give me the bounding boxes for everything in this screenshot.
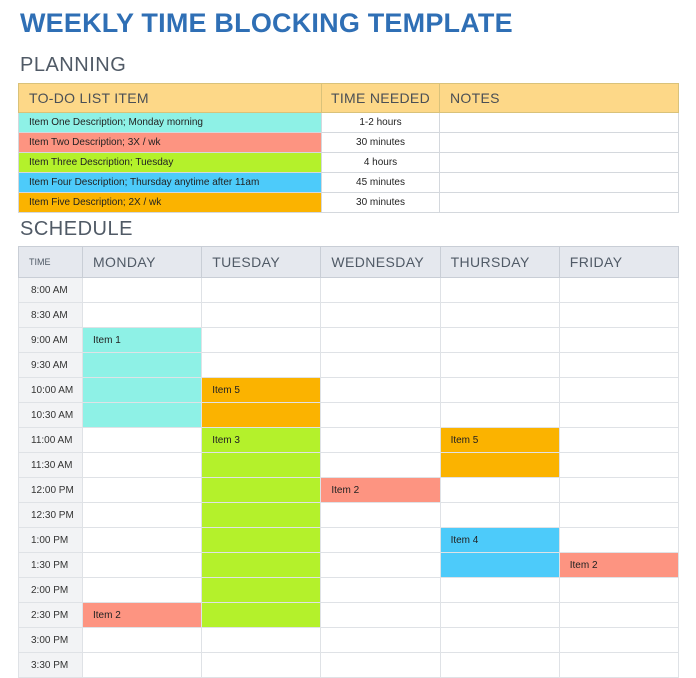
time-needed-cell[interactable]: 1-2 hours xyxy=(322,113,440,133)
time-slot-label: 1:00 PM xyxy=(19,528,83,553)
schedule-block-item-3[interactable] xyxy=(202,603,321,628)
schedule-cell[interactable] xyxy=(559,503,678,528)
time-slot-label: 10:00 AM xyxy=(19,378,83,403)
todo-item-cell[interactable]: Item Four Description; Thursday anytime after 11am xyxy=(19,173,322,193)
schedule-row xyxy=(19,353,679,378)
schedule-block-item-3[interactable] xyxy=(202,553,321,578)
schedule-cell[interactable] xyxy=(321,378,440,403)
page-title: WEEKLY TIME BLOCKING TEMPLATE xyxy=(20,8,513,38)
schedule-cell[interactable] xyxy=(559,353,678,378)
schedule-cell[interactable] xyxy=(559,453,678,478)
schedule-row xyxy=(19,503,679,528)
schedule-block-item-2[interactable]: Item 2 xyxy=(83,603,202,628)
planning-row xyxy=(19,153,679,173)
schedule-cell[interactable] xyxy=(559,328,678,353)
schedule-cell[interactable] xyxy=(440,478,559,503)
planning-row xyxy=(19,173,679,193)
schedule-row xyxy=(19,278,679,303)
schedule-cell[interactable] xyxy=(321,328,440,353)
schedule-cell[interactable] xyxy=(440,503,559,528)
schedule-block-item-1[interactable] xyxy=(83,353,202,378)
schedule-cell[interactable] xyxy=(559,603,678,628)
schedule-cell[interactable] xyxy=(559,403,678,428)
time-needed-cell[interactable]: 30 minutes xyxy=(322,193,440,213)
schedule-cell[interactable] xyxy=(321,428,440,453)
schedule-cell[interactable] xyxy=(440,378,559,403)
todo-item-cell[interactable]: Item Three Description; Tuesday xyxy=(19,153,322,173)
schedule-row xyxy=(19,628,679,653)
schedule-block-item-3[interactable] xyxy=(202,478,321,503)
schedule-cell[interactable] xyxy=(559,378,678,403)
time-slot-label: 1:30 PM xyxy=(19,553,83,578)
schedule-cell[interactable] xyxy=(321,603,440,628)
schedule-cell[interactable] xyxy=(202,628,321,653)
schedule-header-row xyxy=(19,247,679,278)
schedule-block-item-1[interactable]: Item 1 xyxy=(83,328,202,353)
schedule-block-item-4[interactable]: Item 4 xyxy=(440,528,559,553)
day-header-friday: FRIDAY xyxy=(559,247,678,278)
notes-cell[interactable] xyxy=(440,193,679,213)
schedule-block-item-2[interactable]: Item 2 xyxy=(321,478,440,503)
time-slot-label: 8:00 AM xyxy=(19,278,83,303)
day-header-thursday: THURSDAY xyxy=(440,247,559,278)
schedule-cell[interactable] xyxy=(202,353,321,378)
schedule-cell[interactable] xyxy=(83,578,202,603)
time-needed-cell[interactable]: 30 minutes xyxy=(322,133,440,153)
schedule-row xyxy=(19,453,679,478)
schedule-cell[interactable] xyxy=(83,453,202,478)
planning-section-label: PLANNING xyxy=(20,54,127,76)
schedule-cell[interactable] xyxy=(321,553,440,578)
schedule-cell[interactable] xyxy=(440,653,559,678)
schedule-cell[interactable] xyxy=(440,578,559,603)
notes-cell[interactable] xyxy=(440,113,679,133)
schedule-cell[interactable] xyxy=(202,303,321,328)
time-slot-label: 10:30 AM xyxy=(19,403,83,428)
planning-row xyxy=(19,113,679,133)
schedule-block-item-1[interactable] xyxy=(83,378,202,403)
day-header-monday: MONDAY xyxy=(83,247,202,278)
schedule-cell[interactable] xyxy=(321,528,440,553)
schedule-cell[interactable] xyxy=(559,653,678,678)
schedule-row xyxy=(19,528,679,553)
schedule-cell[interactable] xyxy=(440,303,559,328)
todo-header: TO-DO LIST ITEM xyxy=(19,84,322,113)
day-header-wednesday: WEDNESDAY xyxy=(321,247,440,278)
schedule-row xyxy=(19,378,679,403)
schedule-row xyxy=(19,578,679,603)
schedule-block-item-3[interactable] xyxy=(202,453,321,478)
schedule-cell[interactable] xyxy=(440,603,559,628)
time-slot-label: 11:30 AM xyxy=(19,453,83,478)
schedule-block-item-5[interactable] xyxy=(440,453,559,478)
schedule-block-item-5[interactable]: Item 5 xyxy=(202,378,321,403)
schedule-cell[interactable] xyxy=(321,353,440,378)
schedule-cell[interactable] xyxy=(83,503,202,528)
schedule-row xyxy=(19,303,679,328)
schedule-row xyxy=(19,403,679,428)
todo-item-cell[interactable]: Item One Description; Monday morning xyxy=(19,113,322,133)
schedule-cell[interactable] xyxy=(440,278,559,303)
schedule-row xyxy=(19,603,679,628)
schedule-cell[interactable] xyxy=(83,653,202,678)
schedule-cell[interactable] xyxy=(83,428,202,453)
schedule-cell[interactable] xyxy=(202,328,321,353)
schedule-row xyxy=(19,478,679,503)
notes-cell[interactable] xyxy=(440,133,679,153)
schedule-block-item-3[interactable] xyxy=(202,503,321,528)
schedule-cell[interactable] xyxy=(202,278,321,303)
schedule-cell[interactable] xyxy=(559,628,678,653)
schedule-cell[interactable] xyxy=(83,553,202,578)
schedule-cell[interactable] xyxy=(321,453,440,478)
time-column-header: TIME xyxy=(19,247,83,278)
schedule-row xyxy=(19,328,679,353)
schedule-cell[interactable] xyxy=(559,278,678,303)
schedule-block-item-3[interactable] xyxy=(202,528,321,553)
schedule-cell[interactable] xyxy=(321,403,440,428)
time-slot-label: 11:00 AM xyxy=(19,428,83,453)
planning-row xyxy=(19,133,679,153)
schedule-row xyxy=(19,653,679,678)
time-slot-label: 12:30 PM xyxy=(19,503,83,528)
schedule-cell[interactable] xyxy=(559,303,678,328)
schedule-cell[interactable] xyxy=(440,628,559,653)
schedule-cell[interactable] xyxy=(202,653,321,678)
schedule-cell[interactable] xyxy=(440,403,559,428)
day-header-tuesday: TUESDAY xyxy=(202,247,321,278)
notes-cell[interactable] xyxy=(440,173,679,193)
schedule-cell[interactable] xyxy=(559,478,678,503)
schedule-block-item-3[interactable] xyxy=(202,578,321,603)
schedule-block-item-1[interactable] xyxy=(83,403,202,428)
schedule-cell[interactable] xyxy=(83,628,202,653)
schedule-table xyxy=(18,246,679,678)
time-slot-label: 9:30 AM xyxy=(19,353,83,378)
notes-header: NOTES xyxy=(440,84,679,113)
time-slot-label: 9:00 AM xyxy=(19,328,83,353)
schedule-cell[interactable] xyxy=(559,578,678,603)
schedule-block-item-5[interactable]: Item 5 xyxy=(440,428,559,453)
notes-cell[interactable] xyxy=(440,153,679,173)
time-slot-label: 12:00 PM xyxy=(19,478,83,503)
time-needed-cell[interactable]: 45 minutes xyxy=(322,173,440,193)
time-needed-header: TIME NEEDED xyxy=(322,84,440,113)
schedule-row xyxy=(19,553,679,578)
schedule-cell[interactable] xyxy=(559,528,678,553)
schedule-block-item-4[interactable] xyxy=(440,553,559,578)
schedule-cell[interactable] xyxy=(321,578,440,603)
planning-row xyxy=(19,193,679,213)
todo-item-cell[interactable]: Item Two Description; 3X / wk xyxy=(19,133,322,153)
schedule-cell[interactable] xyxy=(321,278,440,303)
time-slot-label: 3:30 PM xyxy=(19,653,83,678)
schedule-cell[interactable] xyxy=(83,528,202,553)
schedule-section-label: SCHEDULE xyxy=(20,218,133,240)
schedule-cell[interactable] xyxy=(440,353,559,378)
time-needed-cell[interactable]: 4 hours xyxy=(322,153,440,173)
schedule-cell[interactable] xyxy=(440,328,559,353)
schedule-cell[interactable] xyxy=(321,653,440,678)
schedule-cell[interactable] xyxy=(321,628,440,653)
planning-header-row xyxy=(19,84,679,113)
time-slot-label: 2:30 PM xyxy=(19,603,83,628)
time-slot-label: 8:30 AM xyxy=(19,303,83,328)
time-slot-label: 3:00 PM xyxy=(19,628,83,653)
schedule-cell[interactable] xyxy=(83,278,202,303)
schedule-cell[interactable] xyxy=(321,303,440,328)
schedule-cell[interactable] xyxy=(83,303,202,328)
todo-item-cell[interactable]: Item Five Description; 2X / wk xyxy=(19,193,322,213)
schedule-block-item-3[interactable]: Item 3 xyxy=(202,428,321,453)
time-slot-label: 2:00 PM xyxy=(19,578,83,603)
schedule-row xyxy=(19,428,679,453)
schedule-cell[interactable] xyxy=(559,428,678,453)
schedule-cell[interactable] xyxy=(83,478,202,503)
schedule-cell[interactable] xyxy=(321,503,440,528)
schedule-block-item-5[interactable] xyxy=(202,403,321,428)
planning-table xyxy=(18,83,679,213)
schedule-block-item-2[interactable]: Item 2 xyxy=(559,553,678,578)
